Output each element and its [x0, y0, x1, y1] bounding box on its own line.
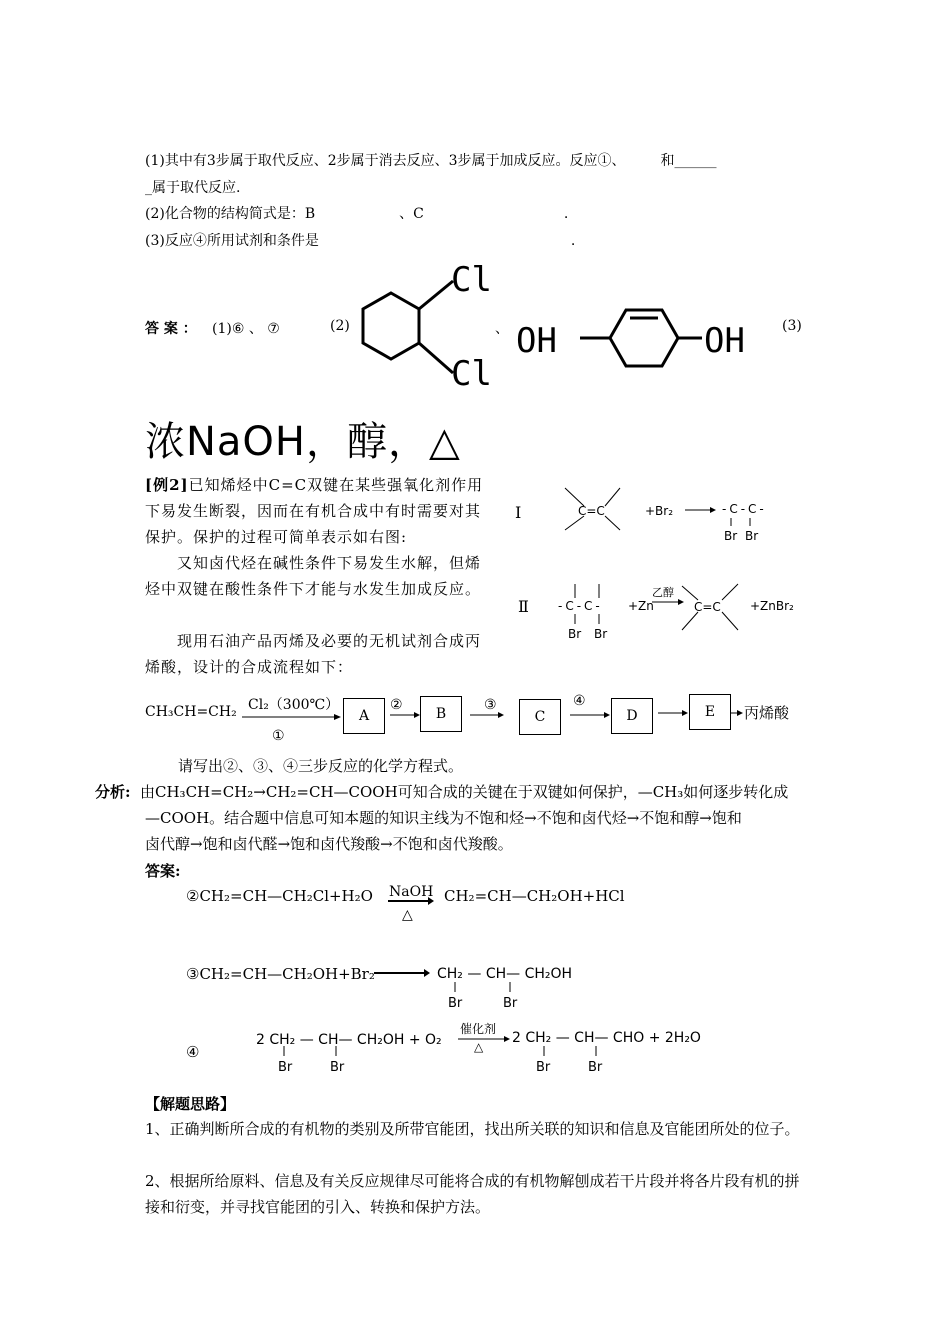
equation-2-condition-top: NaOH [389, 884, 434, 900]
flow-box-c: C [519, 699, 561, 735]
scheme-I-product: -C-C- [722, 502, 767, 516]
hydroxyl-left: OH [516, 321, 557, 361]
equation-3-br2: Br [503, 996, 518, 1010]
flow-arrow-1 [242, 712, 342, 722]
scheme-II-bond [682, 586, 698, 600]
equation-4-left-br1: Br [278, 1060, 293, 1074]
flow-arrow-5 [658, 708, 688, 718]
flow-step-4: ④ [573, 693, 586, 709]
scheme-II-br2: Br [594, 627, 608, 641]
flow-arrowhead [498, 712, 504, 718]
scheme-I-arrowhead [710, 507, 716, 513]
scheme-II [510, 576, 820, 646]
analysis-line-1: 由CH₃CH=CH₂→CH₂=CH—COOH可知合成的关键在于双键如何保护，—CH₃如何逐步转化成 [140, 783, 789, 801]
equation-4-left-br2: Br [330, 1060, 345, 1074]
answer-part2: (2) [330, 318, 350, 334]
request-text: 请写出②、③、④三步反应的化学方程式。 [178, 757, 464, 775]
scheme-II-br1: Br [568, 627, 582, 641]
equation-3-br-bonds [440, 982, 520, 1010]
scheme-I-bond [605, 516, 620, 530]
scheme-II-bond [722, 612, 738, 630]
equation-2-left: ②CH₂=CH—CH₂Cl+H₂O [186, 887, 373, 905]
flow-end-product: 丙烯酸 [744, 704, 790, 722]
equation-3-br1: Br [448, 996, 463, 1010]
scheme-I [510, 478, 810, 548]
tips-title: 【解题思路】 [145, 1095, 236, 1113]
example-2-paragraph-3: 现用石油产品丙烯及必要的无机试剂合成丙烯酸，设计的合成流程如下： [145, 632, 482, 676]
chlorine-top: Cl [451, 260, 492, 300]
example-2-text-1: 已知烯烃中C=C双键在某些强氧化剂作用下易发生断裂，因而在有机合成中有时需要对其保护。保护的过程可简单表示如右图: [145, 476, 484, 546]
answer-separator: 、 [495, 321, 509, 337]
chlorine-bottom: Cl [451, 354, 492, 394]
analysis-label: 分析: [95, 783, 131, 801]
equation-2-condition-bottom: △ [402, 907, 413, 923]
flow-box-e: E [689, 694, 731, 730]
bond-cl-top [419, 281, 453, 309]
equation-3-right: CH₂ — CH— CH₂OH [437, 966, 573, 982]
flow-arrow-2 [390, 710, 420, 720]
equation-4-left: 2 CH₂ — CH— CH₂OH + O₂ [256, 1032, 442, 1048]
analysis-line-2: —COOH。结合题中信息可知本题的知识主线为不饱和烃→不饱和卤代烃→不饱和醇→饱和 [145, 809, 742, 827]
flow-condition-1: Cl₂（300℃） [248, 697, 340, 713]
scheme-II-byproduct: +ZnBr₂ [750, 599, 794, 613]
scheme-II-condition: 乙醇 [652, 586, 674, 599]
structure-b-dichlorocyclohexane [355, 255, 495, 395]
flow-start: CH₃CH=CH₂ [145, 704, 237, 720]
equation-3-arrow [374, 968, 430, 978]
equation-4-arrow [458, 1034, 510, 1044]
equation-2-arrow [388, 896, 434, 906]
flow-arrowhead [604, 712, 610, 718]
hydroxyl-right: OH [704, 321, 745, 361]
flow-step-2: ② [390, 697, 403, 713]
scheme-II-reactant: -C-C- [558, 599, 603, 613]
scheme-II-bond [682, 612, 698, 630]
answer-part1: (1)⑥ 、 ⑦ [212, 321, 280, 337]
flow-arrowhead [334, 714, 341, 720]
question-3: (3)反应④所用试剂和条件是 . [145, 233, 576, 249]
scheme-I-bond [605, 488, 620, 506]
flow-arrowhead [737, 710, 743, 716]
eq-arrowhead [428, 897, 434, 905]
equation-3-left: ③CH₂=CH—CH₂OH+Br₂ [186, 965, 375, 983]
tip-1: 1、正确判断所合成的有机物的类别及所带官能团，找出所关联的知识和信息及官能团所处的位子。 [145, 1120, 800, 1138]
example-2-paragraph-2: 又知卤代烃在碱性条件下易发生水解，但烯烃中双键在酸性条件下才能与水发生加成反应。 [145, 554, 482, 598]
flow-box-a: A [343, 698, 385, 734]
scheme-II-label: Ⅱ [518, 597, 529, 616]
tip-2: 2、根据所给原料、信息及有关反应规律尽可能将合成的有机物解刨成若干片段并将各片段有机的拼接和衍变，并寻找官能团的引入、转换和保护方法。 [145, 1172, 800, 1216]
equation-4-left-br-bonds [258, 1046, 358, 1074]
scheme-I-label: Ⅰ [515, 503, 522, 522]
answer-3-conditions: 浓NaOH，醇，△ [145, 419, 461, 465]
scheme-I-reagent: +Br₂ [645, 504, 674, 518]
example-2-label: [例2] [145, 476, 189, 494]
flow-arrow-3 [470, 710, 504, 720]
answer-2-label: 答案: [145, 862, 181, 880]
structure-c-cyclohexenediol [512, 300, 767, 375]
flow-arrowhead [682, 710, 688, 716]
bond-cl-bottom [419, 343, 453, 373]
equation-4-number: ④ [186, 1043, 200, 1061]
equation-4-condition-bottom: △ [474, 1040, 484, 1054]
question-1-line1: (1)其中有3步属于取代反应、2步属于消去反应、3步属于加成反应。反应①、 和______ [145, 153, 717, 169]
analysis-line-3: 卤代醇→饱和卤代醛→饱和卤代羧酸→不饱和卤代羧酸。 [145, 835, 513, 853]
flow-step-1: ① [272, 728, 285, 744]
equation-4-right-br-bonds [514, 1046, 614, 1074]
scheme-II-product: C=C [694, 600, 721, 614]
equation-4-right: 2 CH₂ — CH— CHO + 2H₂O [512, 1030, 701, 1046]
scheme-II-bond [722, 584, 738, 600]
equation-2-right: CH₂=CH—CH₂OH+HCl [444, 887, 625, 905]
question-1-line2: _属于取代反应. [145, 180, 241, 196]
scheme-I-bond [565, 516, 584, 530]
equation-4-right-br2: Br [588, 1060, 603, 1074]
flow-arrow-4 [570, 710, 610, 720]
equation-4-right-br1: Br [536, 1060, 551, 1074]
cyclohexane-ring [363, 293, 419, 359]
scheme-I-alkene: C=C [578, 504, 605, 518]
scheme-I-br2: Br [745, 529, 759, 543]
scheme-I-br1: Br [724, 529, 738, 543]
answer-part3: (3) [782, 318, 802, 334]
eq-arrowhead [424, 969, 430, 977]
flow-step-3: ③ [484, 697, 497, 713]
answer-label: 答 案 ： [145, 321, 197, 337]
flow-box-d: D [611, 698, 653, 734]
equation-4-condition-top: 催化剂 [460, 1022, 497, 1036]
question-2: (2)化合物的结构简式是：B 、C . [145, 206, 569, 222]
flow-box-b: B [420, 696, 462, 732]
example-2-paragraph-1 [145, 472, 490, 550]
scheme-II-arrowhead [678, 599, 684, 605]
scheme-II-reagent: +Zn [628, 599, 654, 613]
flow-arrow-6 [731, 708, 743, 718]
eq-arrowhead [504, 1036, 510, 1042]
